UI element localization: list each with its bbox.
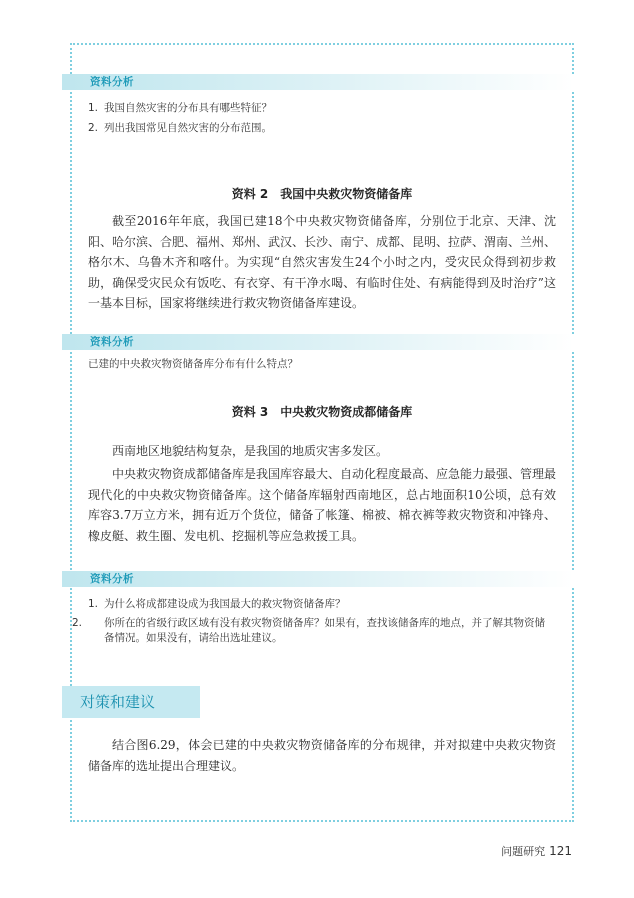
section-title: 对策和建议	[80, 693, 156, 711]
question-2-1: 已建的中央救灾物资储备库分布有什么特点？	[88, 358, 298, 370]
section-paragraph: 结合图6.29，体会已建的中央救灾物资储备库的分布规律，并对拟建中央救灾物资储备库的选址提出合理建议。	[88, 738, 556, 773]
question-1-2	[88, 121, 272, 136]
question-text: 列出我国常见自然灾害的分布范围。	[104, 122, 272, 134]
page-number: 121	[549, 844, 572, 858]
material-2-heading: 资料 2 我国中央救灾物资储备库	[231, 187, 413, 201]
question-number: 2.	[88, 122, 99, 134]
question-text: 你所在的省级行政区域有没有救灾物资储备库？如果有，查找该储备库的地点，并了解其物资储备情况。如果没有，请给出选址建议。	[104, 617, 545, 644]
analysis-label-strip-2	[62, 334, 574, 350]
material-3-heading: 资料 3 中央救灾物资成都储备库	[231, 405, 413, 419]
section-title-box	[62, 686, 200, 718]
footer-section-name: 问题研究	[501, 845, 546, 858]
question-3-2	[72, 616, 548, 646]
question-text: 为什么将成都建设成为我国最大的救灾物资储备库？	[104, 598, 346, 610]
material-3-paragraph-2: 中央救灾物资成都储备库是我国库容最大、自动化程度最高、应急能力最强、管理最现代化的中央救灾物资储备库。这个储备库辐射西南地区，总占地面积10公顷，总有效库容3.7万立方米，拥有近万个货位，储备了帐篷、棉被、棉衣裤等救灾物资和冲锋舟、橡皮艇、救生圈、发电机、挖掘机等应急救援工具。	[88, 467, 557, 543]
analysis-label-strip-3	[62, 571, 574, 587]
material-3-paragraph-1: 西南地区地貌结构复杂，是我国的地质灾害多发区。	[112, 444, 389, 458]
analysis-label: 资料分析	[90, 76, 134, 88]
question-number: 1.	[88, 598, 99, 610]
question-3-1	[88, 597, 346, 612]
material-2-paragraph: 截至2016年年底，我国已建18个中央救灾物资储备库，分别位于北京、天津、沈阳、哈尔滨、合肥、福州、郑州、武汉、长沙、南宁、成都、昆明、拉萨、渭南、兰州、格尔木、乌鲁木齐和喀什。为实现“自然灾害发生24个小时之内，受灾民众得到初步救助，确保受灾民众有饭吃、有衣穿、有干净水喝、有临时住处、有病能得到及时治疗”这一基本目标，国家将继续进行救灾物资储备库建设。	[88, 214, 557, 310]
question-number: 1.	[88, 102, 99, 114]
question-1-1	[88, 101, 272, 116]
question-number: 2.	[72, 617, 83, 629]
analysis-label: 资料分析	[90, 336, 134, 348]
page-footer	[501, 843, 572, 859]
analysis-label-strip-1	[62, 74, 574, 90]
question-text: 我国自然灾害的分布具有哪些特征？	[104, 102, 272, 114]
analysis-label: 资料分析	[90, 573, 134, 585]
